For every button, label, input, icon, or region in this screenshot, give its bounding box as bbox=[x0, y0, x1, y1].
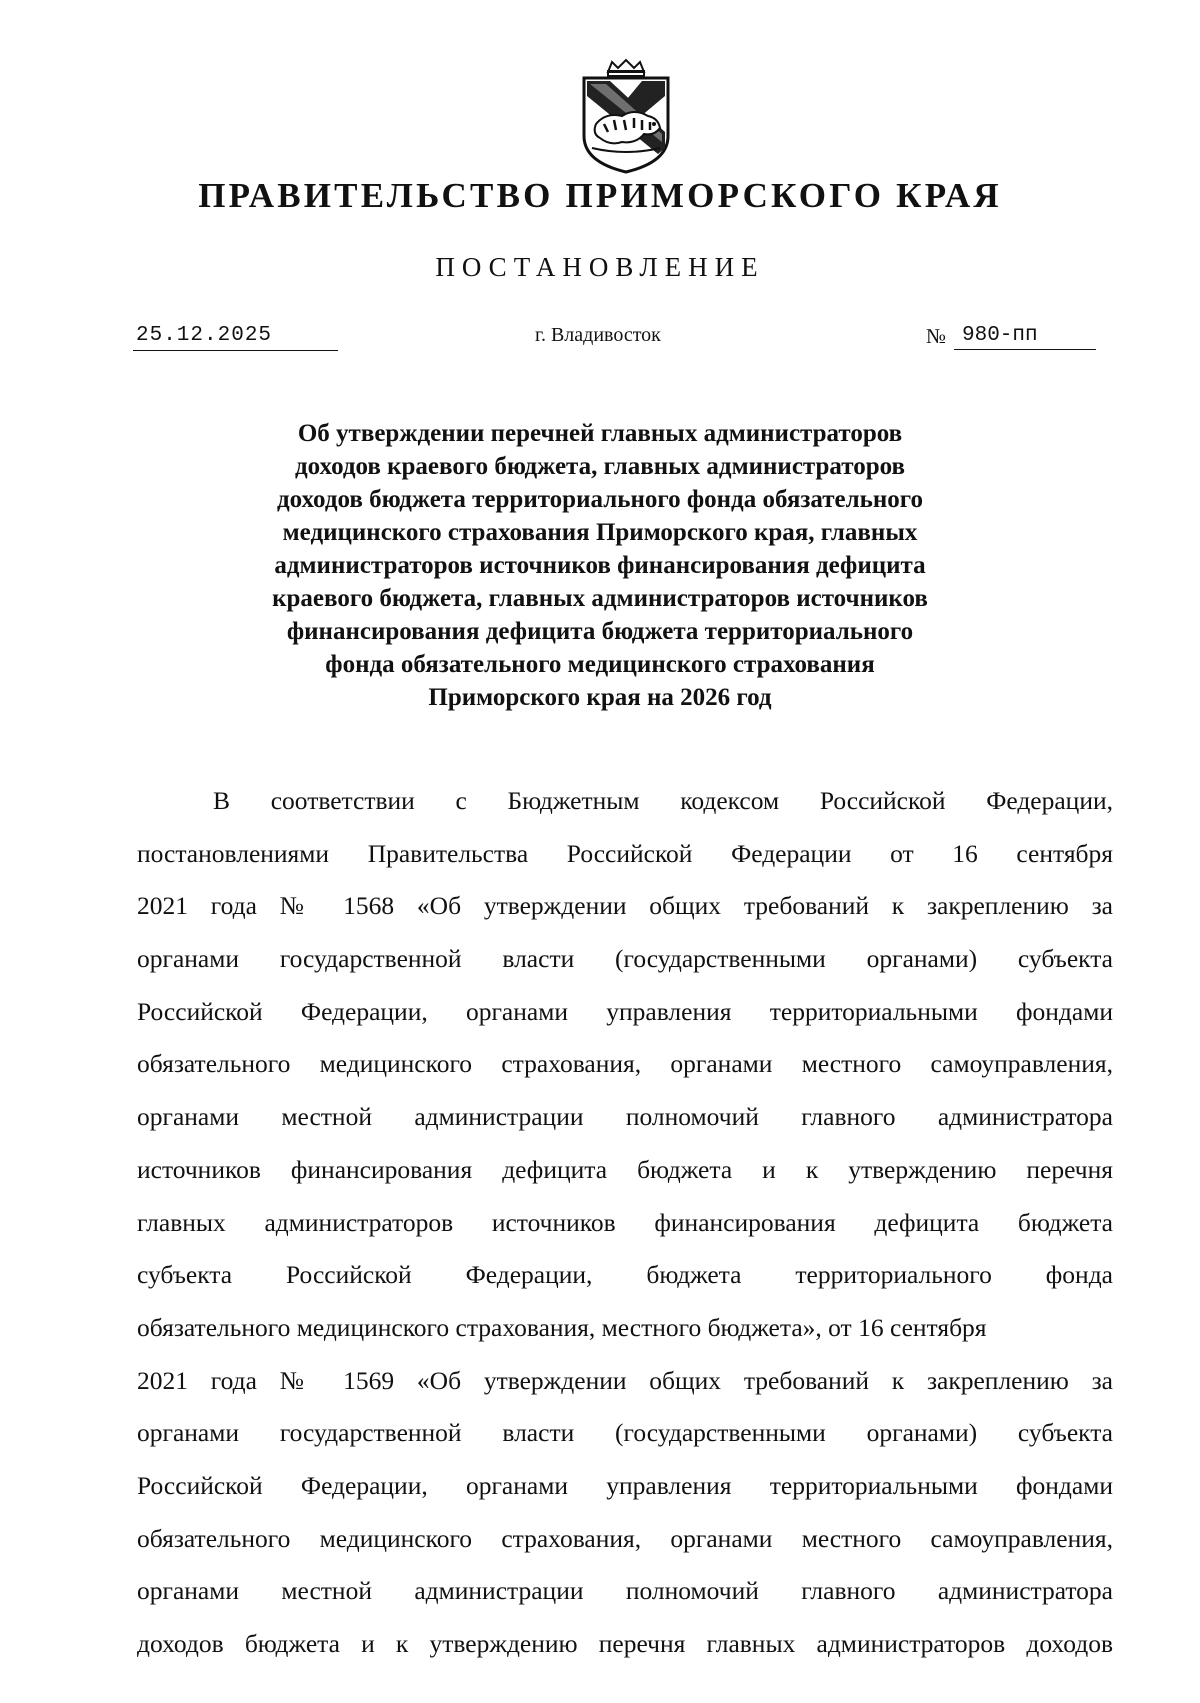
body-line: органами государственной власти (государственными органами) субъекта bbox=[137, 944, 1113, 974]
body-line: органами государственной власти (государственными органами) субъекта bbox=[137, 1418, 1113, 1448]
document-number: 980-пп bbox=[954, 322, 1096, 350]
body-line: органами местной администрации полномочий главного администратора bbox=[137, 1576, 1113, 1606]
body-line: обязательного медицинского страхования, местного бюджета», от 16 сентября bbox=[137, 1312, 987, 1342]
document-number-label: № bbox=[926, 324, 947, 348]
body-line: субъекта Российской Федерации, бюджета территориального фонда bbox=[137, 1260, 1113, 1290]
subject-line: медицинского страхования Приморского края, главных bbox=[282, 519, 918, 546]
body-line: обязательного медицинского страхования, органами местного самоуправления, bbox=[137, 1523, 1113, 1553]
body-line: главных администраторов источников финансирования дефицита бюджета bbox=[137, 1207, 1113, 1237]
body-line: Российской Федерации, органами управления территориальными фондами bbox=[137, 1470, 1113, 1500]
subject-line: доходов краевого бюджета, главных администраторов bbox=[295, 453, 905, 480]
document-type: ПОСТАНОВЛЕНИЕ bbox=[435, 252, 765, 282]
body-line: постановлениями Правительства Российской Федерации от 16 сентября bbox=[137, 838, 1113, 868]
subject-line: Об утверждении перечней главных администраторов bbox=[297, 420, 903, 447]
document-subject bbox=[150, 417, 1050, 714]
subject-line: администраторов источников финансирования дефицита bbox=[274, 552, 926, 579]
body-line: доходов бюджета и к утверждению перечня главных администраторов доходов bbox=[137, 1629, 1113, 1658]
subject-line: фонда обязательного медицинского страхования bbox=[325, 651, 875, 678]
body-line: органами местной администрации полномочий главного администратора bbox=[137, 1102, 1113, 1132]
subject-line: краевого бюджета, главных администраторов источников bbox=[272, 585, 928, 612]
primorsky-krai-coat-of-arms-icon bbox=[570, 58, 682, 176]
body-line: Российской Федерации, органами управления территориальными фондами bbox=[137, 996, 1113, 1026]
body-line: 2021 года № 1568 «Об утверждении общих требований к закреплению за bbox=[137, 891, 1113, 921]
body-line: В соответствии с Бюджетным кодексом Российской Федерации, bbox=[213, 786, 1113, 815]
document-date: 25.12.2025 bbox=[133, 322, 338, 351]
document-body bbox=[137, 775, 1113, 1671]
subject-line: Приморского края на 2026 год bbox=[428, 684, 772, 711]
body-line: 2021 года № 1569 «Об утверждении общих требований к закреплению за bbox=[137, 1365, 1113, 1395]
subject-line: финансирования дефицита бюджета территориального bbox=[286, 618, 914, 645]
subject-line: доходов бюджета территориального фонда обязательного bbox=[276, 486, 924, 513]
body-line: источников финансирования дефицита бюджета и к утверждению перечня bbox=[137, 1154, 1113, 1184]
document-city: г. Владивосток bbox=[535, 324, 661, 346]
organization-title: ПРАВИТЕЛЬСТВО ПРИМОРСКОГО КРАЯ bbox=[198, 176, 1002, 215]
body-line: обязательного медицинского страхования, органами местного самоуправления, bbox=[137, 1049, 1113, 1079]
document-meta-row bbox=[0, 322, 1200, 358]
